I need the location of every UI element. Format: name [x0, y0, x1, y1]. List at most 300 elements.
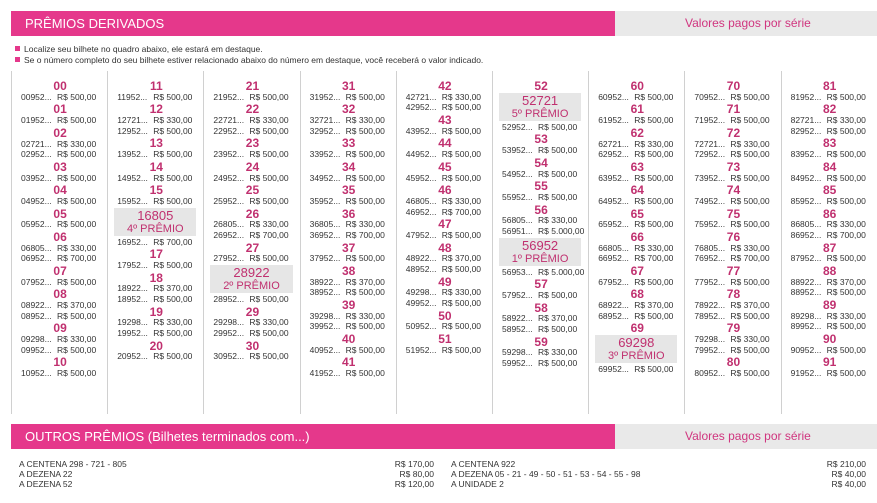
ticket-row: [309, 344, 385, 355]
prize-value: R$ 500,00: [153, 351, 193, 362]
ticket-row: [405, 321, 482, 332]
prize-value: R$ 500,00: [826, 321, 866, 332]
ending-number: 19: [149, 304, 163, 319]
ticket-row: [694, 172, 770, 183]
prize-value: R$ 500,00: [826, 253, 866, 264]
ending-number: 10: [53, 355, 67, 370]
ending-number: 32: [342, 102, 356, 117]
ending-number: 66: [630, 230, 644, 244]
values-per-series-label: Valores pagos por série: [615, 11, 877, 36]
prize-value: R$ 500,00: [345, 287, 385, 298]
ticket-row: [790, 219, 866, 230]
ticket-code: 01952...: [21, 115, 52, 126]
ending-number: 78: [726, 287, 741, 302]
ticket-row: [21, 172, 97, 183]
ticket-code: 24952...: [213, 172, 245, 183]
ticket-code: 08952...: [21, 310, 52, 321]
prize-value: R$ 500,00: [730, 310, 770, 321]
ending-number: 83: [823, 136, 837, 151]
prize-value: R$ 700,00: [826, 230, 866, 240]
ticket-row: [405, 230, 482, 240]
ticket-code: 50952...: [405, 321, 437, 332]
prize-value: R$ 500,00: [345, 125, 385, 136]
ticket-row: [213, 317, 289, 328]
ticket-code: 33952...: [309, 149, 341, 160]
ending-number: 73: [726, 159, 741, 174]
ending-number: 15: [149, 183, 163, 198]
ending-number: 29: [245, 304, 260, 319]
prize-value: R$ 500,00: [441, 172, 482, 183]
ticket-row: [213, 115, 289, 126]
ticket-code: 19298...: [117, 317, 148, 328]
number-column: [781, 71, 877, 414]
ticket-code: 58952...: [502, 324, 533, 334]
ticket-code: 80952...: [694, 368, 726, 379]
ticket-row: [213, 172, 289, 183]
ticket-row: [694, 368, 770, 379]
ticket-row: [21, 368, 97, 379]
prize-value: R$ 330,00: [57, 334, 97, 345]
ending-number: 91: [823, 355, 837, 370]
prize-value: R$ 500,00: [538, 145, 578, 156]
ending-number: 69: [630, 321, 644, 336]
prize-value: R$ 500,00: [249, 196, 289, 206]
prize-value: R$ 500,00: [345, 149, 385, 160]
ending-number: 85: [823, 183, 837, 198]
ticket-row: [502, 226, 585, 236]
ticket-row: [213, 230, 289, 240]
prize-rank: 2º PRÊMIO: [223, 280, 280, 292]
ticket-code: 32721...: [309, 115, 341, 126]
ticket-row: [790, 125, 866, 136]
ticket-row: [309, 321, 385, 332]
prize-value: R$ 330,00: [538, 215, 578, 226]
prize-value: R$ 330,00: [634, 242, 674, 253]
other-prize-label: A CENTENA 922: [451, 459, 516, 469]
prize-value: R$ 500,00: [249, 351, 289, 362]
prize-value: R$ 370,00: [634, 300, 674, 311]
prize-value: R$ 500,00: [249, 294, 289, 304]
prize-value: R$ 700,00: [730, 253, 770, 264]
ending-number: 80: [726, 355, 741, 370]
ticket-row: [309, 172, 385, 183]
number-column: [684, 71, 781, 414]
ticket-code: 45952...: [405, 172, 437, 183]
prize-value: R$ 500,00: [538, 290, 578, 300]
ticket-row: [405, 172, 482, 183]
ticket-row: [21, 219, 97, 230]
prize-value: R$ 500,00: [441, 149, 482, 160]
ticket-code: 79952...: [694, 344, 726, 355]
prize-value: R$ 500,00: [441, 344, 482, 355]
prize-value: R$ 500,00: [441, 321, 482, 332]
prize-value: R$ 500,00: [249, 149, 289, 160]
prize-value: R$ 500,00: [826, 368, 866, 379]
prize-value: R$ 500,00: [730, 149, 770, 160]
ticket-code: 30952...: [213, 351, 245, 362]
ticket-row: [213, 253, 289, 264]
ticket-row: [502, 215, 578, 226]
ending-number: 64: [630, 183, 644, 198]
ending-number: 59: [534, 334, 548, 349]
prize-value: R$ 500,00: [826, 287, 866, 298]
prize-value: R$ 500,00: [441, 102, 482, 113]
ticket-row: [598, 149, 674, 160]
ticket-code: 19952...: [117, 328, 148, 338]
derived-prizes-header: [11, 11, 877, 36]
ending-number: 41: [342, 355, 356, 370]
ticket-row: [213, 219, 289, 230]
prize-value: R$ 500,00: [730, 196, 770, 206]
ticket-code: 22721...: [213, 115, 245, 126]
number-column: [492, 71, 589, 414]
prize-number: 28922: [233, 265, 270, 280]
ticket-row: [598, 91, 674, 102]
ticket-code: 79298...: [694, 334, 726, 345]
ticket-code: 37952...: [309, 253, 341, 264]
ticket-row: [117, 115, 193, 126]
ticket-code: 11952...: [117, 91, 148, 102]
ticket-row: [598, 364, 674, 375]
prize-value: R$ 330,00: [153, 317, 193, 328]
prize-value: R$ 330,00: [441, 287, 482, 298]
ticket-code: 48922...: [405, 253, 437, 264]
ticket-code: 38952...: [309, 287, 341, 298]
bullet-square-icon: [15, 46, 20, 51]
ticket-row: [213, 196, 289, 206]
ticket-code: 47952...: [405, 230, 437, 240]
number-column: [396, 71, 493, 414]
ticket-code: 58922...: [502, 313, 533, 324]
ticket-row: [694, 276, 770, 287]
ticket-code: 88952...: [790, 287, 822, 298]
ending-number: 36: [342, 206, 356, 221]
ending-number: 82: [823, 102, 837, 117]
ticket-row: [790, 287, 866, 298]
prize-value: R$ 700,00: [441, 206, 482, 217]
ticket-code: 81952...: [790, 91, 822, 102]
ticket-row: [598, 253, 674, 264]
ending-number: 70: [726, 79, 741, 93]
ending-number: 58: [534, 300, 548, 315]
prize-value: R$ 330,00: [345, 219, 385, 230]
ending-number: 62: [630, 125, 644, 140]
ticket-row: [405, 298, 482, 308]
ending-number: 51: [438, 332, 452, 346]
prize-value: R$ 700,00: [153, 236, 193, 247]
ticket-row: [117, 317, 193, 328]
ticket-code: 68952...: [598, 310, 629, 321]
ticket-row: [694, 138, 770, 149]
ending-number: 31: [342, 79, 356, 93]
ticket-code: 62952...: [598, 149, 629, 160]
ticket-code: 29298...: [213, 317, 245, 328]
ticket-code: 44952...: [405, 149, 437, 160]
ending-number: 13: [149, 136, 163, 151]
ticket-code: 83952...: [790, 149, 822, 160]
ticket-code: 49298...: [405, 287, 437, 298]
ending-number: 86: [823, 206, 837, 221]
ticket-code: 07952...: [21, 276, 52, 287]
ticket-row: [694, 300, 770, 311]
number-column: [203, 71, 300, 414]
ticket-row: [694, 334, 770, 345]
ticket-row: [21, 276, 97, 287]
prize-value: R$ 500,00: [153, 172, 193, 183]
ticket-code: 31952...: [309, 91, 341, 102]
ticket-row: [21, 138, 97, 149]
instruction-note: Localize seu bilhete no quadro abaixo, ele estará em destaque.: [15, 44, 263, 54]
ticket-row: [598, 219, 674, 230]
ticket-row: [21, 115, 97, 126]
ticket-row: [790, 91, 866, 102]
ending-number: 22: [245, 102, 260, 117]
prize-value: R$ 500,00: [730, 115, 770, 126]
prize-value: R$ 500,00: [345, 196, 385, 206]
prize-number: 52721: [522, 92, 559, 108]
ending-number: 06: [53, 230, 67, 244]
prize-value: R$ 700,00: [57, 253, 97, 264]
ticket-code: 82952...: [790, 125, 822, 136]
ending-number: 57: [534, 277, 548, 292]
ticket-code: 14952...: [117, 172, 148, 183]
ticket-row: [117, 196, 193, 206]
ticket-row: [694, 219, 770, 230]
ending-number: 23: [245, 136, 260, 151]
prize-value: R$ 500,00: [345, 172, 385, 183]
ticket-code: 72952...: [694, 149, 726, 160]
ticket-code: 63952...: [598, 172, 629, 183]
ticket-code: 54952...: [502, 168, 533, 179]
prize-rank: 4º PRÊMIO: [126, 222, 184, 235]
ending-number: 33: [342, 136, 356, 151]
prize-value: R$ 500,00: [634, 310, 674, 321]
ticket-row: [598, 310, 674, 321]
ticket-code: 23952...: [213, 149, 245, 160]
ticket-row: [790, 310, 866, 321]
ticket-row: [694, 196, 770, 206]
other-prizes-header: [11, 424, 877, 449]
ticket-code: 67952...: [598, 276, 629, 287]
ticket-row: [598, 138, 674, 149]
ticket-row: [694, 149, 770, 160]
ticket-code: 74952...: [694, 196, 726, 206]
instruction-note: Se o número completo do seu bilhete estiver relacionado abaixo do número em destaque, você receberá o valor indicado.: [15, 55, 483, 65]
ticket-row: [117, 351, 193, 362]
number-column: [588, 71, 685, 414]
ticket-row: [21, 253, 97, 264]
ticket-code: 66952...: [598, 253, 629, 264]
ending-number: 52: [534, 79, 548, 93]
other-prize-label: A DEZENA 05 - 21 - 49 - 50 - 51 - 53 - 54 - 55 - 98: [451, 469, 641, 479]
ticket-code: 20952...: [117, 351, 148, 362]
ending-number: 47: [438, 217, 452, 232]
ticket-code: 76805...: [694, 242, 726, 253]
ticket-code: 60952...: [598, 91, 629, 102]
ticket-code: 62721...: [598, 138, 629, 149]
ticket-code: 09952...: [21, 344, 52, 355]
ticket-row: [117, 260, 193, 270]
ticket-row: [598, 276, 674, 287]
ticket-code: 56953...: [502, 266, 533, 277]
prize-value: R$ 330,00: [634, 138, 674, 149]
ticket-row: [790, 196, 866, 206]
ticket-code: 89298...: [790, 310, 822, 321]
ticket-code: 29952...: [213, 328, 245, 338]
ending-number: 08: [53, 287, 67, 302]
ticket-code: 88922...: [790, 276, 822, 287]
prize-value: R$ 500,00: [634, 172, 674, 183]
ending-number: 40: [342, 332, 356, 346]
ticket-row: [117, 149, 193, 160]
ending-number: 75: [726, 206, 741, 221]
prize-value: R$ 500,00: [345, 344, 385, 355]
ticket-code: 86805...: [790, 219, 822, 230]
ticket-code: 69952...: [598, 364, 629, 375]
ticket-row: [694, 310, 770, 321]
prize-value: R$ 330,00: [826, 115, 866, 126]
ending-number: 68: [630, 287, 644, 302]
prize-value: R$ 500,00: [538, 358, 578, 368]
ticket-code: 78952...: [694, 310, 726, 321]
ticket-code: 75952...: [694, 219, 726, 230]
ticket-row: [117, 328, 193, 338]
prize-value: R$ 500,00: [345, 91, 385, 102]
prize-value: R$ 330,00: [345, 310, 385, 321]
prize-value: R$ 500,00: [730, 368, 770, 379]
other-prize-label: A DEZENA 52: [19, 479, 73, 489]
ending-number: 37: [342, 240, 356, 255]
ticket-code: 40952...: [309, 344, 341, 355]
ending-number: 24: [245, 159, 260, 174]
ticket-row: [502, 347, 578, 358]
ticket-code: 66805...: [598, 242, 629, 253]
ticket-row: [405, 344, 482, 355]
ticket-code: 52952...: [502, 121, 533, 132]
prize-value: R$ 500,00: [538, 324, 578, 334]
prize-value: R$ 500,00: [538, 168, 578, 179]
ending-number: 44: [438, 136, 452, 151]
ending-number: 54: [534, 155, 548, 170]
ending-number: 27: [245, 240, 260, 255]
ticket-row: [309, 125, 385, 136]
ticket-row: [405, 102, 482, 113]
ticket-row: [309, 219, 385, 230]
ending-number: 90: [823, 332, 837, 346]
ticket-row: [21, 149, 97, 160]
ticket-row: [502, 313, 578, 324]
ticket-code: 02721...: [21, 138, 52, 149]
ending-number: 39: [342, 298, 356, 312]
prize-value: R$ 500,00: [634, 115, 674, 126]
ticket-row: [309, 368, 385, 379]
prize-value: R$ 500,00: [826, 344, 866, 355]
prize-value: R$ 500,00: [826, 91, 866, 102]
ticket-code: 21952...: [213, 91, 245, 102]
prize-value: R$ 500,00: [730, 344, 770, 355]
prize-value: R$ 370,00: [441, 253, 482, 264]
ticket-row: [790, 172, 866, 183]
ending-number: 55: [534, 179, 548, 194]
ticket-row: [598, 196, 674, 206]
ticket-code: 90952...: [790, 344, 822, 355]
ticket-code: 77952...: [694, 276, 726, 287]
ticket-code: 36805...: [309, 219, 341, 230]
prize-value: R$ 500,00: [57, 368, 97, 379]
ending-number: 81: [823, 79, 837, 93]
ticket-code: 56805...: [502, 215, 533, 226]
ticket-row: [309, 196, 385, 206]
ending-number: 63: [630, 159, 644, 174]
ticket-code: 42952...: [405, 102, 437, 113]
ticket-row: [117, 125, 193, 136]
ticket-code: 59298...: [502, 347, 533, 358]
ending-number: 01: [53, 102, 67, 117]
ending-number: 71: [726, 102, 741, 117]
other-prize-value: R$ 120,00: [394, 479, 434, 489]
ticket-code: 38922...: [309, 276, 341, 287]
prize-value: R$ 500,00: [153, 328, 193, 338]
ending-number: 72: [726, 125, 741, 140]
prize-value: R$ 5.000,00: [538, 226, 585, 236]
prize-value: R$ 5.000,00: [538, 266, 585, 277]
prize-value: R$ 500,00: [57, 219, 97, 230]
ending-number: 48: [438, 240, 452, 255]
ticket-code: 61952...: [598, 115, 629, 126]
number-column: [300, 71, 397, 414]
prize-value: R$ 330,00: [249, 219, 289, 230]
prize-value: R$ 330,00: [153, 115, 193, 126]
prize-value: R$ 500,00: [57, 149, 97, 160]
other-prize-value: R$ 40,00: [831, 469, 866, 479]
prize-value: R$ 500,00: [153, 125, 193, 136]
ticket-row: [117, 91, 193, 102]
ending-number: 49: [438, 274, 452, 289]
derived-prizes-title: PRÊMIOS DERIVADOS: [11, 11, 615, 36]
prize-value: R$ 500,00: [345, 368, 385, 379]
ticket-row: [790, 115, 866, 126]
ticket-code: 73952...: [694, 172, 726, 183]
ending-number: 38: [342, 264, 356, 278]
ticket-code: 85952...: [790, 196, 822, 206]
prize-value: R$ 330,00: [249, 317, 289, 328]
ticket-row: [21, 91, 97, 102]
prize-value: R$ 500,00: [634, 219, 674, 230]
prize-value: R$ 500,00: [153, 196, 193, 206]
ticket-code: 46952...: [405, 206, 437, 217]
ticket-row: [405, 264, 482, 274]
prize-value: R$ 330,00: [826, 310, 866, 321]
ending-number: 60: [630, 79, 644, 93]
ticket-code: 46805...: [405, 196, 437, 206]
ticket-row: [694, 253, 770, 264]
ticket-row: [405, 91, 482, 102]
other-prize-value: R$ 40,00: [831, 479, 866, 489]
prize-value: R$ 330,00: [538, 347, 578, 358]
ticket-code: 36952...: [309, 230, 341, 240]
other-prizes-title: OUTROS PRÊMIOS (Bilhetes terminados com...): [11, 424, 615, 449]
prize-value: R$ 330,00: [730, 242, 770, 253]
prize-value: R$ 500,00: [57, 91, 97, 102]
ticket-row: [21, 334, 97, 345]
ending-number: 65: [630, 206, 644, 221]
ticket-row: [502, 324, 578, 334]
ticket-code: 57952...: [502, 290, 533, 300]
prize-value: R$ 500,00: [730, 219, 770, 230]
prize-value: R$ 330,00: [441, 196, 482, 206]
highlighted-prize: [499, 238, 581, 266]
ticket-code: 48952...: [405, 264, 437, 274]
